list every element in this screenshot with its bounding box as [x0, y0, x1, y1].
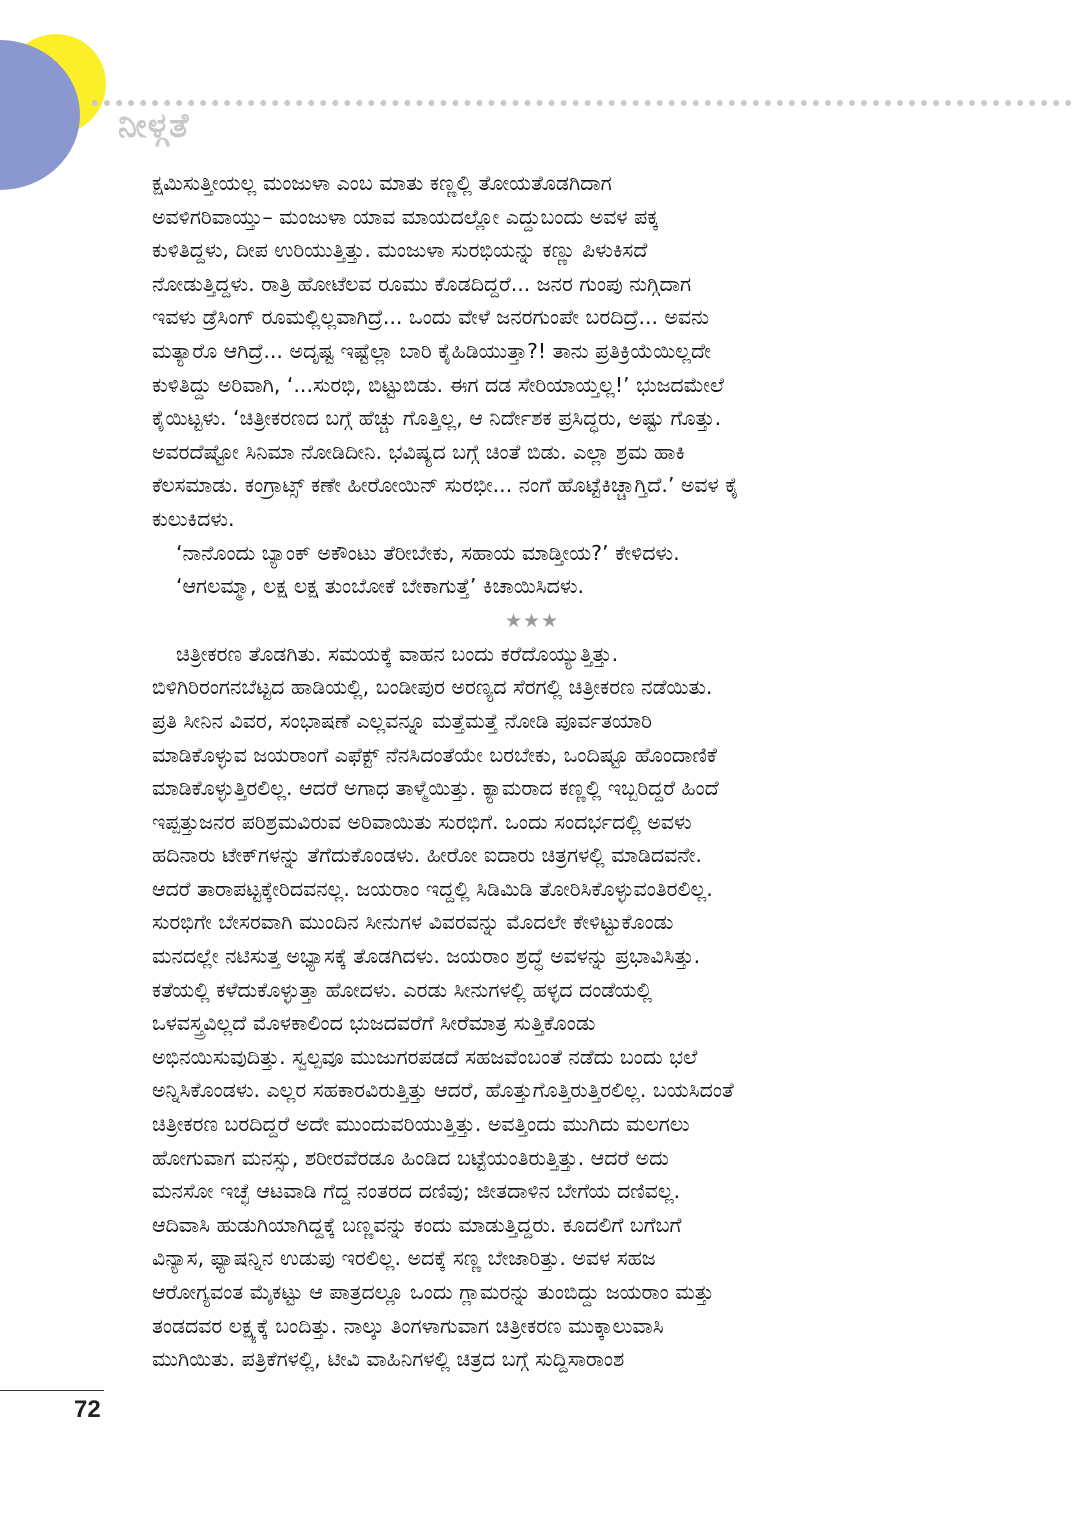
text-line: ಹೋಗುವಾಗ ಮನಸ್ಸು, ಶರೀರವೆರಡೂ ಹಿಂಡಿದ ಬಟ್ಟೆಯಂತಿರುತ್ತಿತ್ತು. ಆದರೆ ಅದು	[152, 1145, 669, 1170]
text-line: ಇಪ್ಪತ್ತುಜನರ ಪರಿಶ್ರಮವಿರುವ ಅರಿವಾಯಿತು ಸುರಭಿಗೆ. ಒಂದು ಸಂದರ್ಭದಲ್ಲಿ ಅವಳು	[152, 809, 692, 834]
text-line: ಚಿತ್ರೀಕರಣ ತೊಡಗಿತು. ಸಮಯಕ್ಕೆ ವಾಹನ ಬಂದು ಕರೆದೊಯ್ಯುತ್ತಿತ್ತು.	[176, 641, 619, 666]
text-line: ಹದಿನಾರು ಟೇಕ್‌ಗಳನ್ನು ತೆಗೆದುಕೊಂಡಳು. ಹೀರೋ ಐದಾರು ಚಿತ್ರಗಳಲ್ಲಿ ಮಾಡಿದವನೇ.	[152, 843, 702, 868]
text-line: ತಂಡದವರ ಲಕ್ಷ್ಯಕ್ಕೆ ಬಂದಿತ್ತು. ನಾಲ್ಕು ತಿಂಗಳಾಗುವಾಗ ಚಿತ್ರೀಕರಣ ಮುಕ್ಕಾಲುವಾಸಿ	[152, 1313, 664, 1338]
text-line: ಮನಸೋ ಇಚ್ಛೆ ಆಟವಾಡಿ ಗೆದ್ದ ನಂತರದ ದಣಿವು; ಜೀತದಾಳಿನ ಬೇಗೆಯ ದಣಿವಲ್ಲ.	[152, 1179, 681, 1204]
text-line: ಆದಿವಾಸಿ ಹುಡುಗಿಯಾಗಿದ್ದಕ್ಕೆ ಬಣ್ಣವನ್ನು ಕಂದು ಮಾಡುತ್ತಿದ್ದರು. ಕೂದಲಿಗೆ ಬಗೆಬಗೆ	[152, 1212, 682, 1237]
text-line: ಮತ್ಯಾರೊ ಆಗಿದ್ರೆ... ಅದೃಷ್ಟ ಇಷ್ಟೆಲ್ಲಾ ಬಾರಿ ಕೈಹಿಡಿಯುತ್ತಾ?! ತಾನು ಪ್ರತಿಕ್ರಿಯೆಯಿಲ್ಲದೇ	[152, 338, 711, 363]
text-line: ಕೈಯಿಟ್ಟಳು. ‘ಚಿತ್ರೀಕರಣದ ಬಗ್ಗೆ ಹೆಚ್ಚು ಗೊತ್ತಿಲ್ಲ, ಆ ನಿರ್ದೇಶಕ ಪ್ರಸಿದ್ಧರು, ಅಷ್ಟು ಗೊತ್ತು.	[152, 406, 722, 431]
text-line: ಅಭಿನಯಿಸುವುದಿತ್ತು. ಸ್ವಲ್ಪವೂ ಮುಜುಗರಪಡದೆ ಸಹಜವೆಂಬಂತೆ ನಡೆದು ಬಂದು ಭಲೆ	[152, 1044, 698, 1069]
text-line: ಮಾಡಿಕೊಳ್ಳುತ್ತಿರಲಿಲ್ಲ. ಆದರೆ ಅಗಾಧ ತಾಳ್ಮೆಯಿತ್ತು. ಕ್ಯಾಮರಾದ ಕಣ್ಣಲ್ಲಿ ಇಬ್ಬರಿದ್ದರೆ ಹಿಂದೆ	[152, 776, 719, 801]
dialogue-line: ‘ನಾನೊಂದು ಬ್ಯಾಂಕ್ ಅಕೌಂಟು ತೆರೀಬೇಕು, ಸಹಾಯ ಮಾಡ್ತೀಯ?’ ಕೇಳಿದಳು.	[176, 540, 680, 565]
section-title: ನೀಳ್ಗತೆ	[118, 106, 190, 146]
text-line: ಸುರಭಿಗೇ ಬೇಸರವಾಗಿ ಮುಂದಿನ ಸೀನುಗಳ ವಿವರವನ್ನು ಮೊದಲೇ ಕೇಳಿಟ್ಟುಕೊಂಡು	[152, 910, 674, 935]
section-separator: ★★★	[504, 609, 560, 632]
text-line: ಚಿತ್ರೀಕರಣ ಬರದಿದ್ದರೆ ಅದೇ ಮುಂದುವರಿಯುತ್ತಿತ್ತು. ಅವತ್ತಿಂದು ಮುಗಿದು ಮಲಗಲು	[152, 1112, 690, 1137]
text-line: ಕ್ಷಮಿಸುತ್ತೀಯಲ್ಲ ಮಂಜುಳಾ ಎಂಬ ಮಾತು ಕಣ್ಣಲ್ಲಿ ತೋಯತೊಡಗಿದಾಗ	[152, 171, 612, 195]
text-line: ಆದರೆ ತಾರಾಪಟ್ಟಕ್ಕೇರಿದವನಲ್ಲ. ಜಯರಾಂ ಇದ್ದಲ್ಲಿ ಸಿಡಿಮಿಡಿ ತೋರಿಸಿಕೊಳ್ಳುವಂತಿರಲಿಲ್ಲ.	[152, 876, 713, 901]
text-line: ಪ್ರತಿ ಸೀನಿನ ವಿವರ, ಸಂಭಾಷಣೆ ಎಲ್ಲವನ್ನೂ ಮತ್ತೆಮತ್ತೆ ನೋಡಿ ಪೂರ್ವತಯಾರಿ	[152, 708, 652, 733]
text-line: ಒಳವಸ್ತ್ರವಿಲ್ಲದೆ ಮೊಳಕಾಲಿಂದ ಭುಜದವರೆಗೆ ಸೀರೆಮಾತ್ರ ಸುತ್ತಿಕೊಂಡು	[152, 1011, 596, 1036]
text-line: ಕೆಲಸಮಾಡು. ಕಂಗ್ರಾಟ್ಸ್ ಕಣೇ ಹೀರೋಯಿನ್ ಸುರಭೀ... ನಂಗೆ ಹೊಟ್ಟೆಕಿಚ್ಚಾಗ್ತಿದೆ.’ ಅವಳ ಕೈ	[152, 473, 739, 498]
text-line: ಅವರದೆಷ್ಟೋ ಸಿನಿಮಾ ನೋಡಿದೀನಿ. ಭವಿಷ್ಯದ ಬಗ್ಗೆ ಚಿಂತೆ ಬಿಡು. ಎಲ್ಲಾ ಶ್ರಮ ಹಾಕಿ	[152, 439, 685, 464]
page-number: 72	[74, 1396, 101, 1423]
text-line: ಅನ್ನಿಸಿಕೊಂಡಳು. ಎಲ್ಲರ ಸಹಕಾರವಿರುತ್ತಿತ್ತು ಆದರೆ, ಹೊತ್ತುಗೊತ್ತಿರುತ್ತಿರಲಿಲ್ಲ. ಬಯಸಿದಂತೆ	[152, 1078, 734, 1103]
header-dotted-rule	[92, 100, 1072, 106]
text-line: ಆರೋಗ್ಯವಂತ ಮೈಕಟ್ಟು ಆ ಪಾತ್ರದಲ್ಲೂ ಒಂದು ಗ್ಲಾಮರನ್ನು ತುಂಬಿದ್ದು ಜಯರಾಂ ಮತ್ತು	[152, 1280, 714, 1304]
text-line: ವಿನ್ಯಾಸ, ಫ್ಯಾಷನ್ನಿನ ಉಡುಪು ಇರಲಿಲ್ಲ. ಅದಕ್ಕೆ ಸಣ್ಣ ಬೇಜಾರಿತ್ತು. ಅವಳ ಸಹಜ	[152, 1246, 656, 1271]
text-line: ಕತೆಯಲ್ಲಿ ಕಳೆದುಕೊಳ್ಳುತ್ತಾ ಹೋದಳು. ಎರಡು ಸೀನುಗಳಲ್ಲಿ ಹಳ್ಳದ ದಂಡೆಯಲ್ಲಿ	[152, 977, 652, 1002]
text-line: ನೋಡುತ್ತಿದ್ದಳು. ರಾತ್ರಿ ಹೋಟೆಲವ ರೂಮು ಕೊಡದಿದ್ದರೆ... ಜನರ ಗುಂಪು ನುಗ್ಗಿದಾಗ	[152, 271, 692, 296]
dialogue-line: ‘ಆಗಲಮ್ಮಾ, ಲಕ್ಷ ಲಕ್ಷ ತುಂಬೋಕೆ ಬೇಕಾಗುತ್ತೆ’ ಕಿಚಾಯಿಸಿದಳು.	[176, 574, 585, 599]
text-line: ಕುಳಿತಿದ್ದಳು, ದೀಪ ಉರಿಯುತ್ತಿತ್ತು. ಮಂಜುಳಾ ಸುರಭಿಯನ್ನು ಕಣ್ಣು ಪಿಳುಕಿಸದೆ	[152, 238, 648, 263]
footer-rule	[0, 1390, 104, 1391]
text-line: ಮಾಡಿಕೊಳ್ಳುವ ಜಯರಾಂಗೆ ಎಫೆಕ್ಟ್ ನೆನಸಿದಂತೆಯೇ ಬರಬೇಕು, ಒಂದಿಷ್ಟೂ ಹೊಂದಾಣಿಕೆ	[152, 742, 717, 767]
text-line: ಇವಳು ಡ್ರೆಸಿಂಗ್ ರೂಮಲ್ಲಿಲ್ಲವಾಗಿದ್ರೆ... ಒಂದು ವೇಳೆ ಜನರಗುಂಪೇ ಬರದಿದ್ರೆ... ಅವನು	[152, 305, 710, 330]
story-text	[152, 167, 912, 1377]
text-line: ಕುಲುಕಿದಳು.	[152, 506, 235, 531]
text-line: ಬಿಳಿಗಿರಿರಂಗನಬೆಟ್ಟದ ಹಾಡಿಯಲ್ಲಿ, ಬಂಡೀಪುರ ಅರಣ್ಯದ ಸೆರಗಲ್ಲಿ ಚಿತ್ರೀಕರಣ ನಡೆಯಿತು.	[152, 675, 713, 700]
text-line: ಮುಗಿಯಿತು. ಪತ್ರಿಕೆಗಳಲ್ಲಿ, ಟೀವಿ ವಾಹಿನಿಗಳಲ್ಲಿ ಚಿತ್ರದ ಬಗ್ಗೆ ಸುದ್ದಿಸಾರಾಂಶ	[152, 1347, 625, 1372]
text-line: ಅವಳಿಗರಿವಾಯ್ತು– ಮಂಜುಳಾ ಯಾವ ಮಾಯದಲ್ಲೋ ಎದ್ದುಬಂದು ಅವಳ ಪಕ್ಕ	[152, 204, 659, 229]
text-line: ಕುಳಿತಿದ್ದು ಅರಿವಾಗಿ, ‘...ಸುರಭಿ, ಬಿಟ್ಟುಬಿಡು. ಈಗ ದಡ ಸೇರಿಯಾಯ್ತಲ್ಲ!’ ಭುಜದಮೇಲೆ	[152, 372, 724, 397]
text-line: ಮನದಲ್ಲೇ ನಟಿಸುತ್ತ ಅಭ್ಯಾಸಕ್ಕೆ ತೊಡಗಿದಳು. ಜಯರಾಂ ಶ್ರದ್ಧೆ ಅವಳನ್ನು ಪ್ರಭಾವಿಸಿತ್ತು.	[152, 944, 701, 969]
